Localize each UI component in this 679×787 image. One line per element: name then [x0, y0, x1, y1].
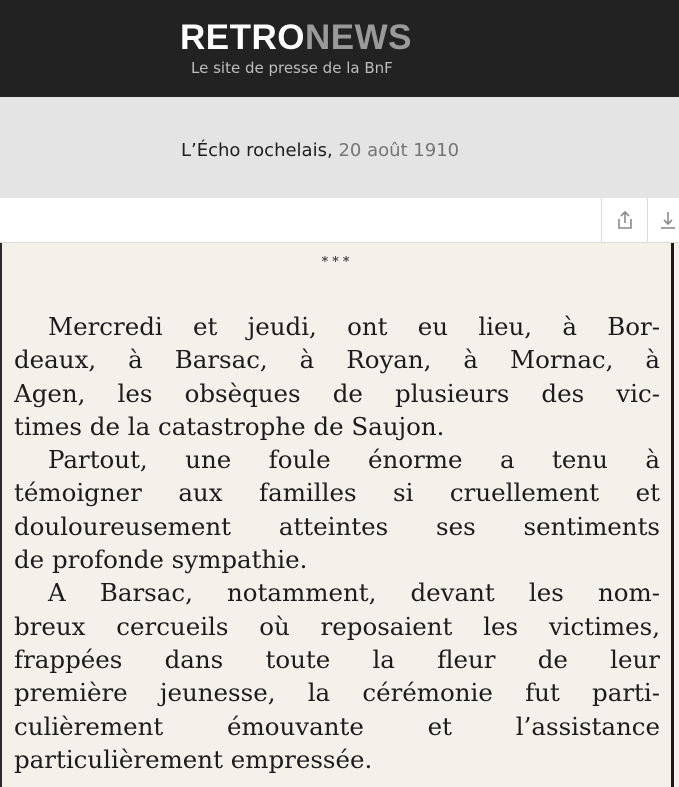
- text-line: culièrement émouvante et l’assistance: [14, 711, 660, 741]
- column-rule-right: [671, 243, 674, 787]
- issue-title: [181, 140, 459, 161]
- article-text: [14, 310, 660, 776]
- section-separator-stars: * * *: [321, 255, 350, 270]
- site-tagline: Le site de presse de la BnF: [191, 59, 393, 77]
- newspaper-name[interactable]: L’Écho rochelais,: [181, 140, 333, 161]
- share-button[interactable]: [601, 198, 647, 242]
- text-line: Mercredi et jeudi, ont eu lieu, à Bor-: [48, 312, 660, 341]
- text-line: A Barsac, notamment, devant les nom-: [48, 578, 660, 608]
- column-rule-left: [0, 243, 2, 787]
- text-line: breux cercueils où reposaient les victimes,: [14, 611, 660, 641]
- text-line: première jeunesse, la cérémonie fut parti-: [14, 678, 660, 708]
- share-icon: [616, 210, 634, 230]
- text-line: Agen, les obsèques de plusieurs des vic-: [14, 378, 660, 408]
- text-line: de profonde sympathie.: [14, 545, 308, 575]
- logo-news: NEWS: [305, 18, 412, 57]
- retronews-logo[interactable]: [180, 19, 412, 57]
- download-button[interactable]: [647, 198, 679, 242]
- text-line: Partout, une foule énorme a tenu à: [48, 445, 660, 475]
- site-header: [0, 0, 679, 97]
- newspaper-scan: [0, 243, 679, 787]
- text-line: frappées dans toute la fleur de leur: [14, 644, 660, 674]
- text-line: douloureusement atteintes ses sentiments: [14, 511, 660, 541]
- logo-retro: RETRO: [180, 18, 305, 57]
- issue-date[interactable]: 20 août 1910: [338, 140, 460, 161]
- text-line: témoigner aux familles si cruellement et: [14, 478, 660, 508]
- text-line: times de la catastrophe de Saujon.: [14, 411, 445, 441]
- document-toolbar: [0, 198, 679, 243]
- text-line: deaux, à Barsac, à Royan, à Mornac, à: [14, 345, 660, 375]
- download-icon: [659, 210, 677, 230]
- text-line: particulièrement empressée.: [14, 744, 373, 774]
